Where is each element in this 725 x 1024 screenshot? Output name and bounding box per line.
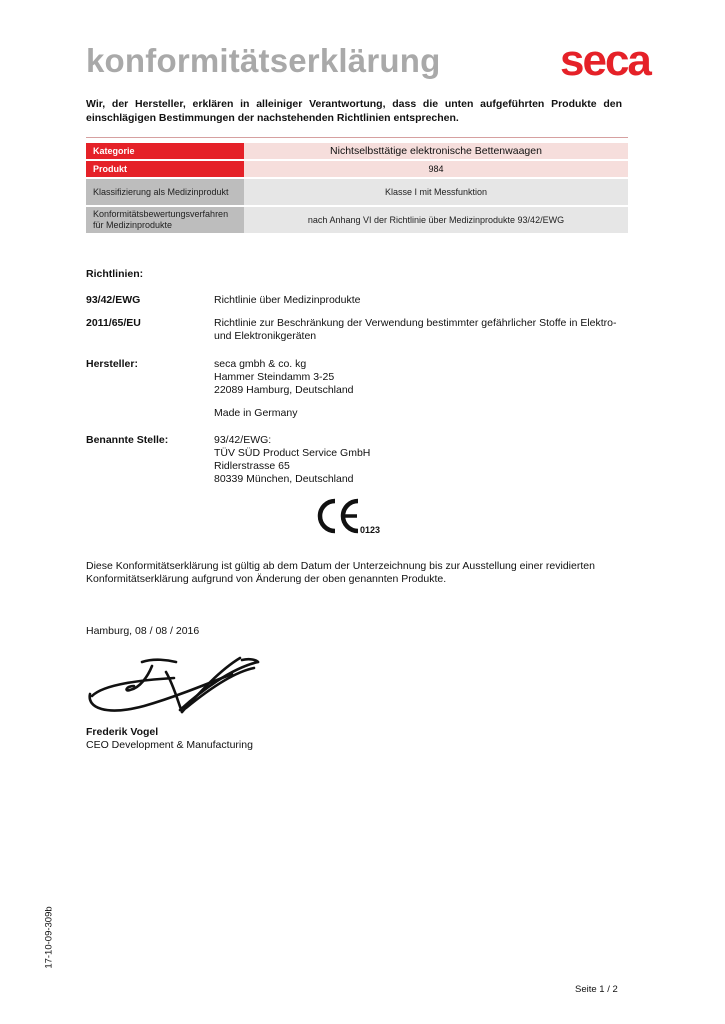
manufacturer-label: Hersteller: [86,358,138,370]
notified-body-number: 0123 [360,525,381,535]
intro-statement: Wir, der Hersteller, erklären in alleiniger Verantwortung, dass die unten aufgeführten Produkte den einschlägigen Bestimmungen der nachstehenden Richtlinien entsprechen. [86,98,622,124]
directives-heading: Richtlinien: [86,268,144,280]
address-line: seca gmbh & co. kg [214,358,307,370]
table-row [86,161,628,177]
address-line: 22089 Hamburg, Deutschland [214,384,354,396]
divider [86,137,628,138]
table-row [86,179,628,205]
page-number: Seite 1 / 2 [575,984,618,995]
conformity-procedure-label: Konformitätsbewertungsverfahren für Medizinprodukte [86,207,244,233]
made-in: Made in Germany [214,407,298,419]
directive-code: 2011/65/EU [86,317,141,329]
notified-body-address [214,434,624,486]
address-line: Ridlerstrasse 65 [214,460,290,472]
ce-mark-icon [308,497,398,537]
validity-statement: Diese Konformitätserklärung ist gültig ab dem Datum der Unterzeichnung bis zur Ausstellung einer revidierten Konformitätserklärung aufgrund von Änderung der oben genannten Produkte. [86,560,595,585]
manufacturer-address [214,358,624,397]
product-value: 984 [244,161,628,177]
svg-text:seca: seca [560,38,650,82]
document-code: 17-10-09-309b [43,906,55,969]
category-label: Kategorie [86,143,244,159]
directive-text: Richtlinie zur Beschränkung der Verwendung bestimmter gefährlicher Stoffe in Elektro- und Elektronikgeräten [214,317,617,342]
seca-logo [560,38,668,82]
address-line: Hammer Steindamm 3-25 [214,371,335,383]
notified-body-label: Benannte Stelle: [86,434,169,446]
product-label: Produkt [86,161,244,177]
conformity-procedure-value: nach Anhang VI der Richtlinie über Medizinprodukte 93/42/EWG [244,207,628,233]
page-title: konformitätserklärung [86,42,441,79]
signature-icon [82,650,267,725]
product-table [86,141,628,235]
classification-label: Klassifizierung als Medizinprodukt [86,179,244,205]
directive-text: Richtlinie über Medizinprodukte [214,294,361,306]
signer-name: Frederik Vogel [86,726,159,738]
category-value: Nichtselbsttätige elektronische Bettenwaagen [244,143,628,159]
place-date: Hamburg, 08 / 08 / 2016 [86,625,200,637]
address-line: TÜV SÜD Product Service GmbH [214,447,371,459]
signer-role: CEO Development & Manufacturing [86,739,253,751]
directive-code: 93/42/EWG [86,294,141,306]
table-row [86,207,628,233]
address-line: 93/42/EWG: [214,434,272,446]
table-row [86,143,628,159]
classification-value: Klasse I mit Messfunktion [244,179,628,205]
address-line: 80339 München, Deutschland [214,473,354,485]
